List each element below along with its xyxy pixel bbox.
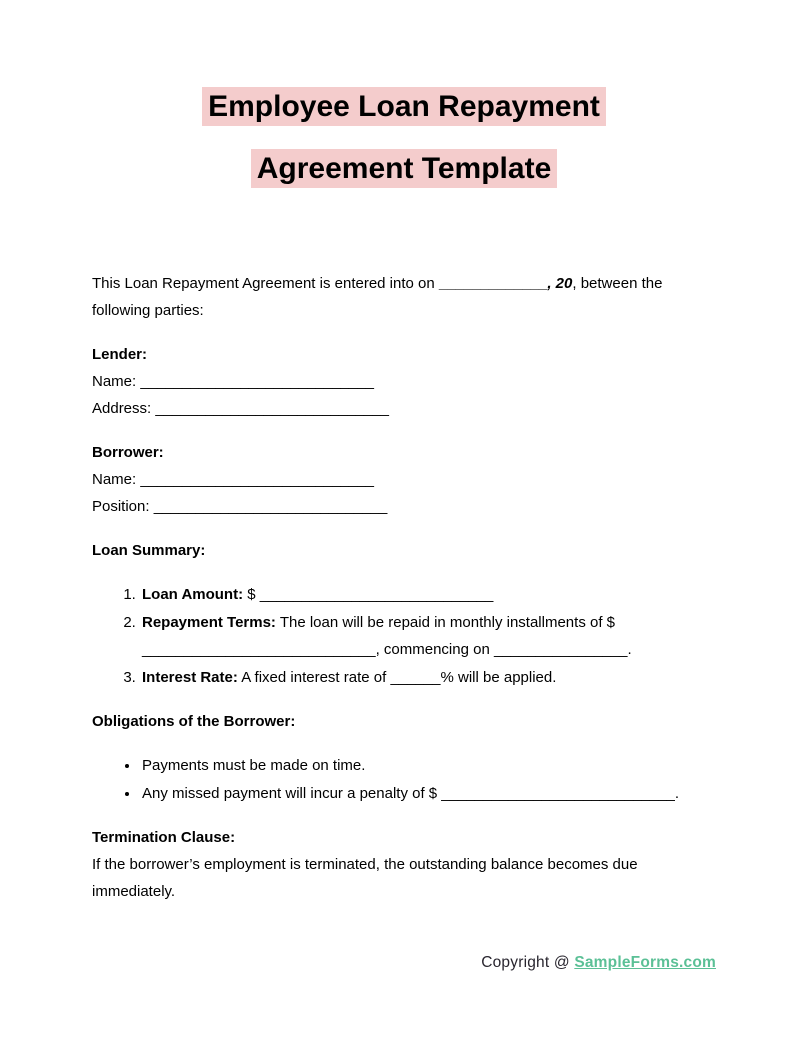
lender-address-line: Address: ____________________________ — [92, 400, 389, 417]
loan-amount-blank: $ ____________________________ — [243, 586, 494, 603]
intro-year-prefix: , 20 — [547, 275, 573, 292]
title-line2: Agreement Template — [251, 149, 558, 188]
repayment-terms-label: Repayment Terms: — [142, 613, 276, 631]
repayment-terms-text: The loan will be repaid in monthly installments of $ ____________________________, commencing on ________________. — [142, 613, 632, 658]
borrower-name-line: Name: ____________________________ — [92, 471, 374, 488]
list-item-loan-amount — [140, 581, 716, 609]
lender-section — [92, 341, 716, 422]
obligation-payments-text: Payments must be made on time. — [142, 757, 366, 774]
obligation-item-payments — [140, 752, 716, 780]
lender-name-line: Name: ____________________________ — [92, 373, 374, 390]
intro-date-blank: _____________ — [438, 275, 548, 292]
title-line1: Employee Loan Repayment — [202, 87, 606, 126]
lender-heading: Lender: — [92, 346, 148, 363]
interest-rate-text: A fixed interest rate of ______% will be applied. — [237, 668, 557, 686]
document-title — [92, 76, 716, 200]
borrower-position-line: Position: ____________________________ — [92, 498, 388, 515]
obligations-list — [92, 752, 716, 807]
intro-paragraph — [92, 270, 716, 324]
loan-summary-list — [92, 581, 716, 691]
termination-heading: Termination Clause: — [92, 829, 236, 846]
intro-text-post: , between the following parties: — [92, 275, 663, 319]
footer — [92, 951, 716, 975]
list-item-interest-rate — [140, 664, 716, 692]
loan-amount-label: Loan Amount: — [142, 586, 244, 603]
intro-text-pre: This Loan Repayment Agreement is entered into on — [92, 275, 439, 292]
loan-summary-heading-text: Loan Summary: — [92, 542, 206, 559]
obligations-heading-text: Obligations of the Borrower: — [92, 713, 296, 730]
obligation-item-penalty — [140, 780, 716, 808]
loan-summary-heading — [92, 537, 716, 564]
obligation-penalty-text: Any missed payment will incur a penalty of $ ____________________________. — [142, 784, 680, 802]
obligations-heading — [92, 708, 716, 735]
sampleforms-link[interactable]: SampleForms.com — [574, 954, 716, 971]
borrower-section — [92, 439, 716, 520]
borrower-heading: Borrower: — [92, 444, 164, 461]
list-item-repayment-terms — [140, 609, 716, 664]
termination-section — [92, 824, 716, 905]
termination-body: If the borrower’s employment is terminated, the outstanding balance becomes due immediately. — [92, 856, 638, 900]
copyright-text: Copyright @ — [481, 954, 575, 971]
interest-rate-label: Interest Rate: — [142, 668, 238, 686]
